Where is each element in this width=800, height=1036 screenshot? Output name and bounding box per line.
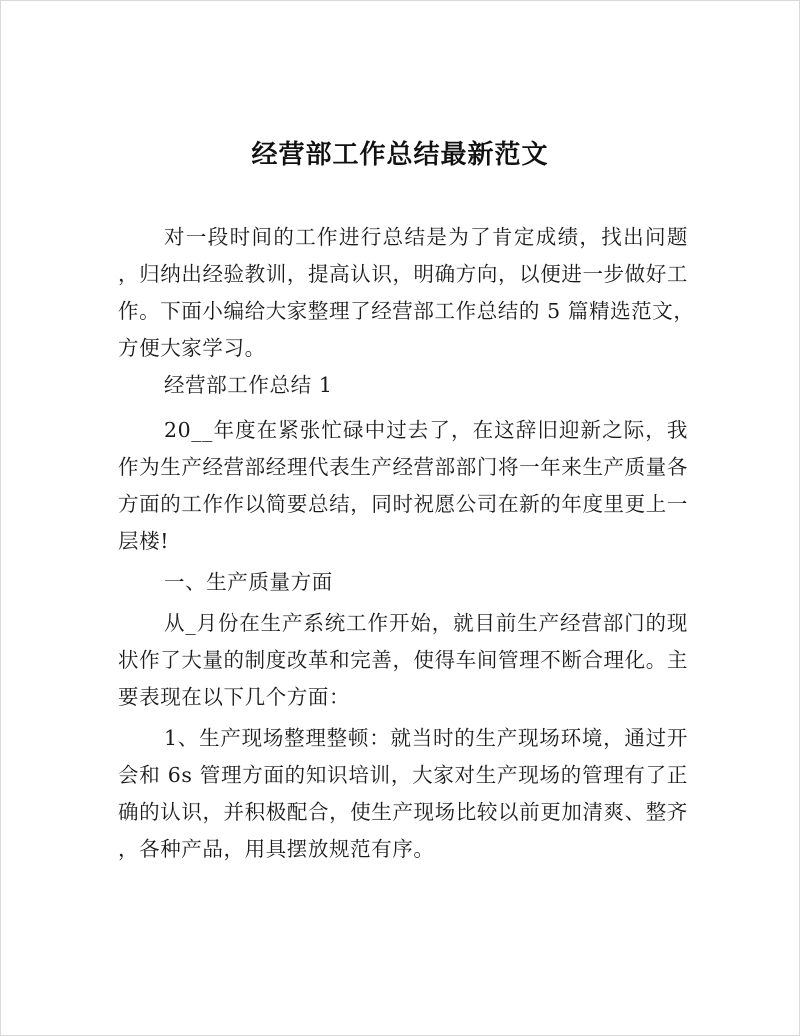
paragraph-line: 1、生产现场整理整顿：就当时的生产现场环境，通过开	[164, 726, 688, 750]
paragraph-line: 确的认识，并积极配合，使生产现场比较以前更加清爽、整齐	[118, 800, 688, 824]
section-heading: 经营部工作总结 1	[164, 373, 333, 397]
document-title: 经营部工作总结最新范文	[251, 140, 549, 170]
paragraph-line: ，归纳出经验教训，提高认识，明确方向，以便进一步做好工	[118, 262, 688, 286]
paragraph-line: 状作了大量的制度改革和完善，使得车间管理不断合理化。主	[118, 648, 688, 672]
paragraph-line: 作为生产经营部经理代表生产经营部部门将一年来生产质量各	[118, 455, 688, 479]
paragraph-line: 会和 6s 管理方面的知识培训，大家对生产现场的管理有了正	[118, 763, 688, 787]
paragraph-line: 20__年度在紧张忙碌中过去了，在这辞旧迎新之际，我	[164, 418, 688, 442]
paragraph-line: ，各种产品，用具摆放规范有序。	[118, 837, 435, 861]
paragraph-line: 从_月份在生产系统工作开始，就目前生产经营部门的现	[164, 611, 688, 635]
paragraph-line: 层楼!	[118, 529, 170, 553]
paragraph-line: 方便大家学习。	[118, 336, 266, 360]
paragraph-line: 方面的工作作以简要总结，同时祝愿公司在新的年度里更上一	[118, 492, 688, 516]
paragraph-line: 要表现在以下几个方面：	[118, 685, 351, 709]
subsection-heading: 一、生产质量方面	[164, 570, 333, 594]
paragraph-line: 对一段时间的工作进行总结是为了肯定成绩，找出问题	[164, 225, 688, 249]
paragraph-line: 作。下面小编给大家整理了经营部工作总结的 5 篇精选范文，	[118, 299, 695, 323]
